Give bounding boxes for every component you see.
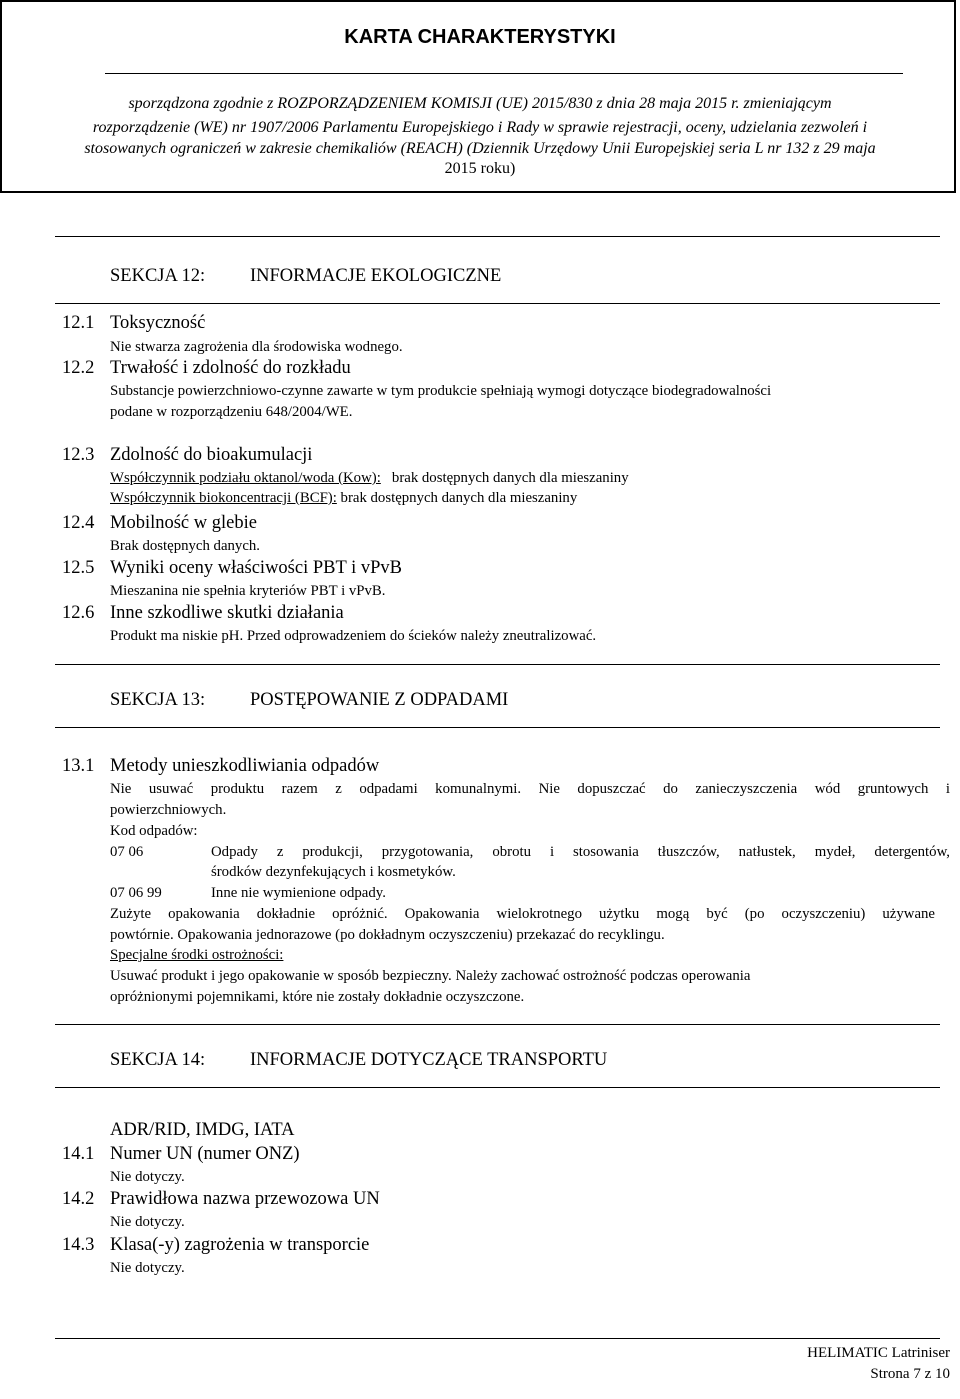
subsection-12-1-text: Nie stwarza zagrożenia dla środowiska wodnego. bbox=[110, 339, 403, 355]
subsection-12-6-text: Produkt ma niskie pH. Przed odprowadzeniem do ścieków należy zneutralizować. bbox=[110, 628, 597, 644]
subsection-12-5-number: 12.5 bbox=[62, 558, 95, 578]
subsection-14-3-text: Nie dotyczy. bbox=[110, 1260, 185, 1276]
bcf-label: Współczynnik biokoncentracji (BCF): bbox=[110, 490, 337, 506]
subsection-13-1-title: Metody unieszkodliwiania odpadów bbox=[110, 756, 380, 776]
disposal-paragraph-1-line-2: powierzchniowych. bbox=[110, 802, 227, 818]
regulation-line-2: rozporządzenie (WE) nr 1907/2006 Parlamentu Europejskiego i Rady w sprawie rejestracji, oceny, udzielania zezwoleń i bbox=[92, 119, 868, 136]
bcf-value: brak dostępnych danych dla mieszaniny bbox=[340, 490, 578, 506]
title-underline bbox=[105, 73, 903, 74]
section-12-number: SEKCJA 12: bbox=[110, 266, 206, 286]
subsection-12-6-title: Inne szkodliwe skutki działania bbox=[110, 603, 344, 623]
document-title: KARTA CHARAKTERYSTYKI bbox=[344, 26, 616, 48]
section-12-title: INFORMACJE EKOLOGICZNE bbox=[250, 266, 502, 286]
subsection-14-1-title: Numer UN (numer ONZ) bbox=[110, 1144, 300, 1164]
divider-section-12 bbox=[55, 303, 940, 304]
subsection-12-4-title: Mobilność w glebie bbox=[110, 513, 257, 533]
subsection-14-1-number: 14.1 bbox=[62, 1144, 95, 1164]
subsection-12-4-number: 12.4 bbox=[62, 513, 95, 533]
waste-code-1: 07 06 bbox=[110, 844, 144, 860]
bcf-row bbox=[110, 490, 577, 507]
section-14-number: SEKCJA 14: bbox=[110, 1050, 206, 1070]
waste-code-2: 07 06 99 bbox=[110, 885, 162, 901]
waste-code-1-desc-line-2: środków dezynfekujących i kosmetyków. bbox=[211, 864, 456, 880]
disposal-paragraph-2-line-2: powtórnie. Opakowania jednorazowe (po dokładnym oczyszczeniu) przekazać do recyklingu. bbox=[110, 927, 665, 943]
footer-rule bbox=[55, 1338, 940, 1339]
disposal-paragraph-2-line-1: Zużyte opakowania dokładnie opróżnić. Opakowania wielokrotnego użytku mogą być (po oczyszczeniu) używane bbox=[110, 906, 935, 922]
subsection-12-5-title: Wyniki oceny właściwości PBT i vPvB bbox=[110, 558, 402, 578]
subsection-12-2-title: Trwałość i zdolność do rozkładu bbox=[110, 358, 351, 378]
subsection-12-2-number: 12.2 bbox=[62, 358, 95, 378]
kow-row bbox=[110, 470, 629, 487]
subsection-12-3-title: Zdolność do bioakumulacji bbox=[110, 445, 313, 465]
subsection-13-1-number: 13.1 bbox=[62, 756, 95, 776]
subsection-14-2-text: Nie dotyczy. bbox=[110, 1214, 185, 1230]
regulation-line-3: stosowanych ograniczeń w zakresie chemikaliów (REACH) (Dziennik Urzędowy Unii Europejskiej seria L nr 132 z 29 maja bbox=[84, 140, 876, 157]
special-precautions-label: Specjalne środki ostrożności: bbox=[110, 947, 284, 963]
regulation-line-1: sporządzona zgodnie z ROZPORZĄDZENIEM KOMISJI (UE) 2015/830 z dnia 28 maja 2015 r. zmieniającym bbox=[128, 95, 832, 112]
subsection-14-3-number: 14.3 bbox=[62, 1235, 95, 1255]
kow-label: Współczynnik podziału oktanol/woda (Kow): bbox=[110, 470, 381, 486]
disposal-paragraph-1-line-1: Nie usuwać produktu razem z odpadami komunalnymi. Nie dopuszczać do zanieczyszczenia wód gruntowych i bbox=[110, 781, 950, 797]
transport-regulations: ADR/RID, IMDG, IATA bbox=[110, 1120, 295, 1140]
subsection-14-2-number: 14.2 bbox=[62, 1189, 95, 1209]
section-14-title: INFORMACJE DOTYCZĄCE TRANSPORTU bbox=[250, 1050, 608, 1070]
subsection-14-1-text: Nie dotyczy. bbox=[110, 1169, 185, 1185]
subsection-12-2-line-2: podane w rozporządzeniu 648/2004/WE. bbox=[110, 404, 353, 420]
waste-code-label: Kod odpadów: bbox=[110, 823, 198, 839]
kow-value: brak dostępnych danych dla mieszaniny bbox=[391, 470, 629, 486]
disposal-paragraph-3-line-1: Usuwać produkt i jego opakowanie w sposób bezpieczny. Należy zachować ostrożność podczas operowania bbox=[110, 968, 751, 984]
subsection-12-1-number: 12.1 bbox=[62, 313, 95, 333]
subsection-12-3-number: 12.3 bbox=[62, 445, 95, 465]
subsection-12-5-text: Mieszanina nie spełnia kryteriów PBT i vPvB. bbox=[110, 583, 386, 599]
footer-page-number: Strona 7 z 10 bbox=[870, 1366, 950, 1382]
section-13-title: POSTĘPOWANIE Z ODPADAMI bbox=[250, 690, 509, 710]
divider-section-14 bbox=[55, 1087, 940, 1088]
regulation-line-4: 2015 roku) bbox=[444, 160, 516, 177]
divider-end-13 bbox=[55, 1024, 940, 1025]
waste-code-1-desc-line-1: Odpady z produkcji, przygotowania, obrotu i stosowania tłuszczów, natłustek, mydeł, detergentów, bbox=[211, 844, 950, 860]
subsection-12-4-text: Brak dostępnych danych. bbox=[110, 538, 260, 554]
footer-product-name: HELIMATIC Latriniser bbox=[807, 1345, 950, 1361]
divider-top bbox=[55, 236, 940, 237]
subsection-12-1-title: Toksyczność bbox=[110, 313, 206, 333]
divider-section-13 bbox=[55, 727, 940, 728]
subsection-14-2-title: Prawidłowa nazwa przewozowa UN bbox=[110, 1189, 380, 1209]
subsection-12-2-line-1: Substancje powierzchniowo-czynne zawarte w tym produkcie spełniają wymogi dotyczące biodegradowalności bbox=[110, 383, 772, 399]
waste-code-2-desc: Inne nie wymienione odpady. bbox=[211, 885, 386, 901]
subsection-14-3-title: Klasa(-y) zagrożenia w transporcie bbox=[110, 1235, 370, 1255]
section-13-number: SEKCJA 13: bbox=[110, 690, 206, 710]
subsection-12-6-number: 12.6 bbox=[62, 603, 95, 623]
disposal-paragraph-3-line-2: opróżnionymi pojemnikami, które nie zostały dokładnie oczyszczone. bbox=[110, 989, 525, 1005]
divider-end-12 bbox=[55, 664, 940, 665]
